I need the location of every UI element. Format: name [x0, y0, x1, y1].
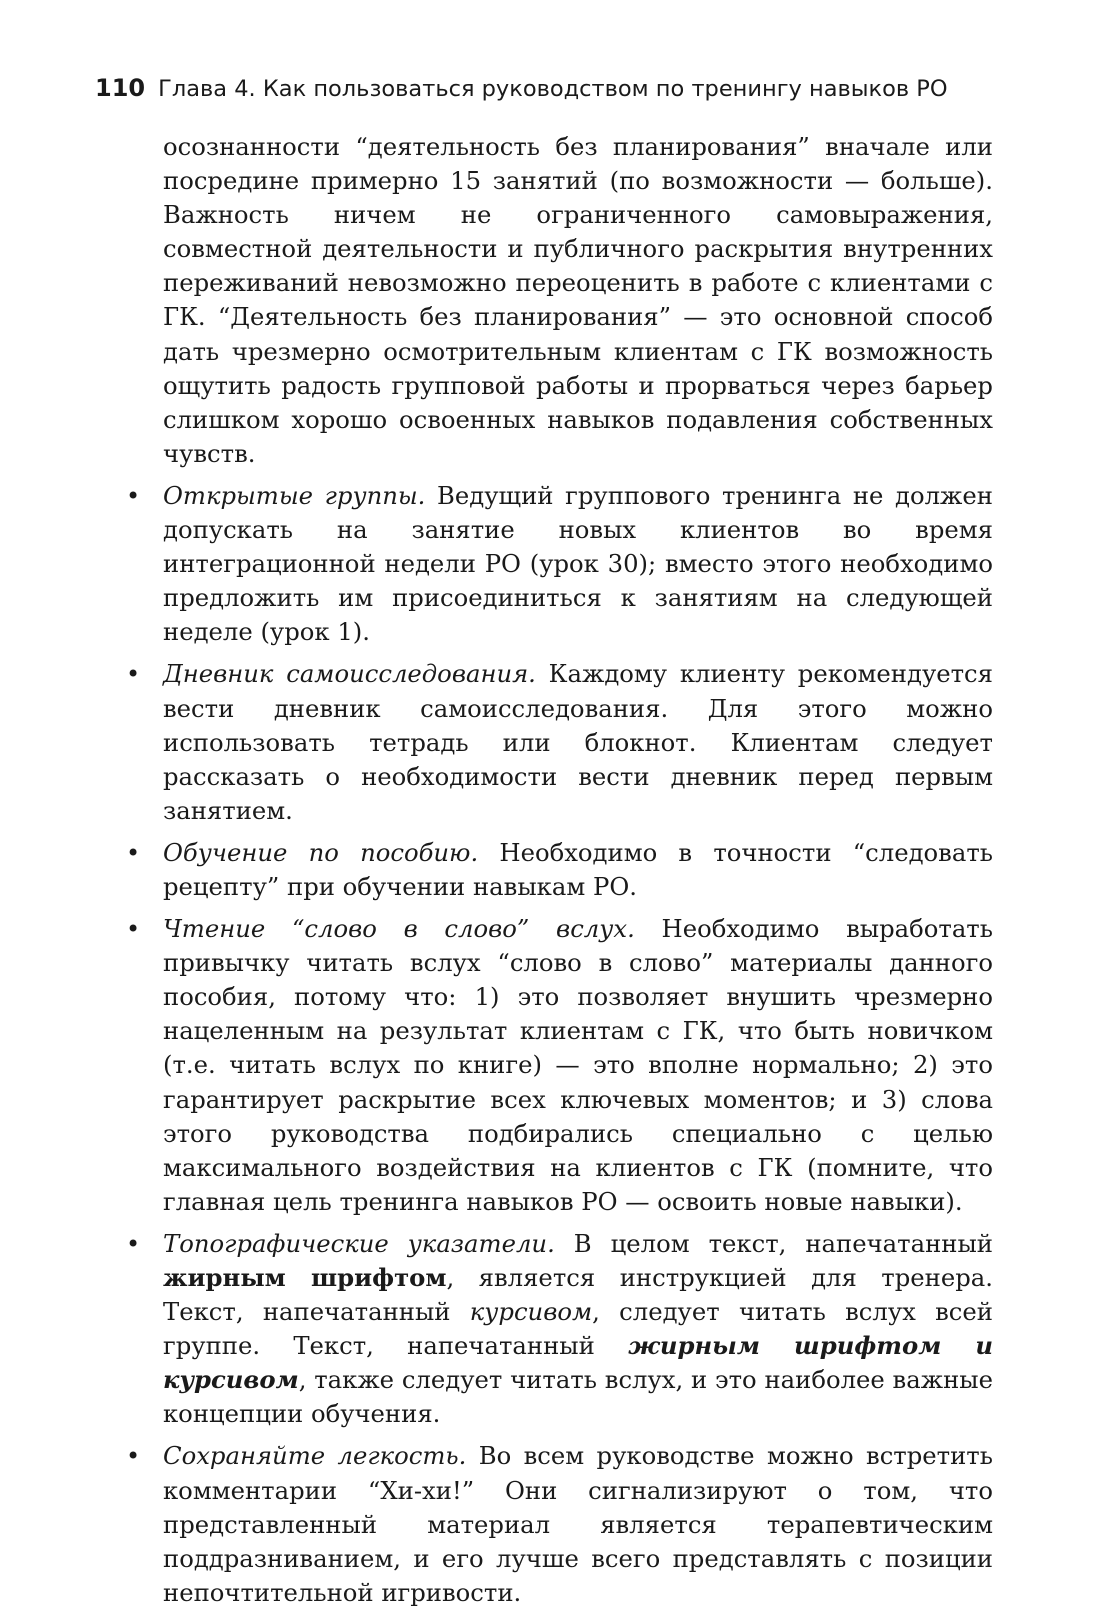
bullet-text: , следует читать вслух всей группе. Текст, напечатанный — [163, 1297, 993, 1361]
bullet-term: Топографические указатели. — [163, 1228, 555, 1258]
bullet-text: Необходимо выработать привычку читать вслух “слово в слово” материалы данного пособия, потому что: 1) это позволяет внушить чрезмерно нацеленным на результат клиентам с ГК, что быть новичком (т.е. читать вслух по книге) — это вполне нормально; 2) это гарантирует раскрытие всех ключевых моментов; и 3) слова этого руководства подбирались специально с целью максимального воздействия на клиентов с ГК (помните, что главная цель тренинга навыков РО — освоить новые навыки). — [163, 914, 993, 1216]
bullet-manual-teaching — [163, 836, 993, 904]
bullet-reading-aloud — [163, 912, 993, 1219]
bullet-text: Каждому клиенту рекомендуется вести дневник самоисследования. Для этого можно использовать тетрадь или блокнот. Клиентам следует рассказать о необходимости вести дневник перед первым занятием. — [163, 659, 993, 825]
intro-paragraph: осознанности “деятельность без планирования” вначале или посредине примерно 15 занятий (по возможности — больше). Важность ничем не ограниченного самовыражения, совместной деятельности и публичного раскрытия внутренних переживаний невозможно переоценить в работе с клиентами с ГК. “Деятельность без планирования” — это основной способ дать чрезмерно осмотрительным клиентам с ГК возможность ощутить радость групповой работы и прорваться через барьер слишком хорошо освоенных навыков подавления собственных чувств. — [163, 132, 993, 468]
bullet-text: Необходимо в точности “следовать рецепту” при обучении навыкам РО. — [163, 837, 993, 901]
bullet-open-groups — [163, 479, 993, 649]
bold-italic-text: жирным шрифтом и курсивом — [163, 1331, 993, 1395]
bullet-keep-lightness — [163, 1439, 993, 1609]
bold-sample: жирным шрифтом — [163, 1263, 447, 1292]
running-title: Глава 4. Как пользоваться руководством по тренингу навыков РО — [158, 76, 948, 102]
body-text — [163, 130, 993, 1610]
bullet-term: Дневник самоисследования. — [163, 659, 536, 689]
bullet-text: , является инструкцией для тренера. Текст, напечатанный — [163, 1263, 993, 1327]
bullet-term: Открытые группы. — [163, 480, 426, 510]
italic-sample: курсивом — [469, 1297, 593, 1327]
bullet-text: В целом текст, напечатанный — [554, 1228, 994, 1258]
bullet-list — [163, 479, 993, 1610]
bullet-term: Сохраняйте легкость. — [163, 1441, 467, 1471]
bullet-text: , также следует читать вслух, и это наиболее важные концепции обучения. — [163, 1365, 993, 1429]
bullet-text: Ведущий группового тренинга не должен допускать на занятие новых клиентов во время интеграционной недели РО (урок 30); вместо этого необходимо предложить им присоединиться к занятиям на следующей неделе (урок 1). — [163, 480, 993, 647]
running-header — [95, 70, 948, 107]
bullet-typographic-cues — [163, 1227, 993, 1432]
page-number: 110 — [95, 74, 146, 102]
bullet-term: Чтение “слово в слово” вслух. — [163, 914, 635, 944]
bullet-self-inquiry-diary — [163, 657, 993, 827]
bullet-term: Обучение по пособию. — [163, 837, 479, 867]
bullet-text: Во всем руководстве можно встретить комментарии “Хи-хи!” Они сигнализируют о том, что представленный материал является терапевтическим поддразниванием, и его лучше всего представлять с позиции непочтительной игривости. — [163, 1441, 993, 1607]
